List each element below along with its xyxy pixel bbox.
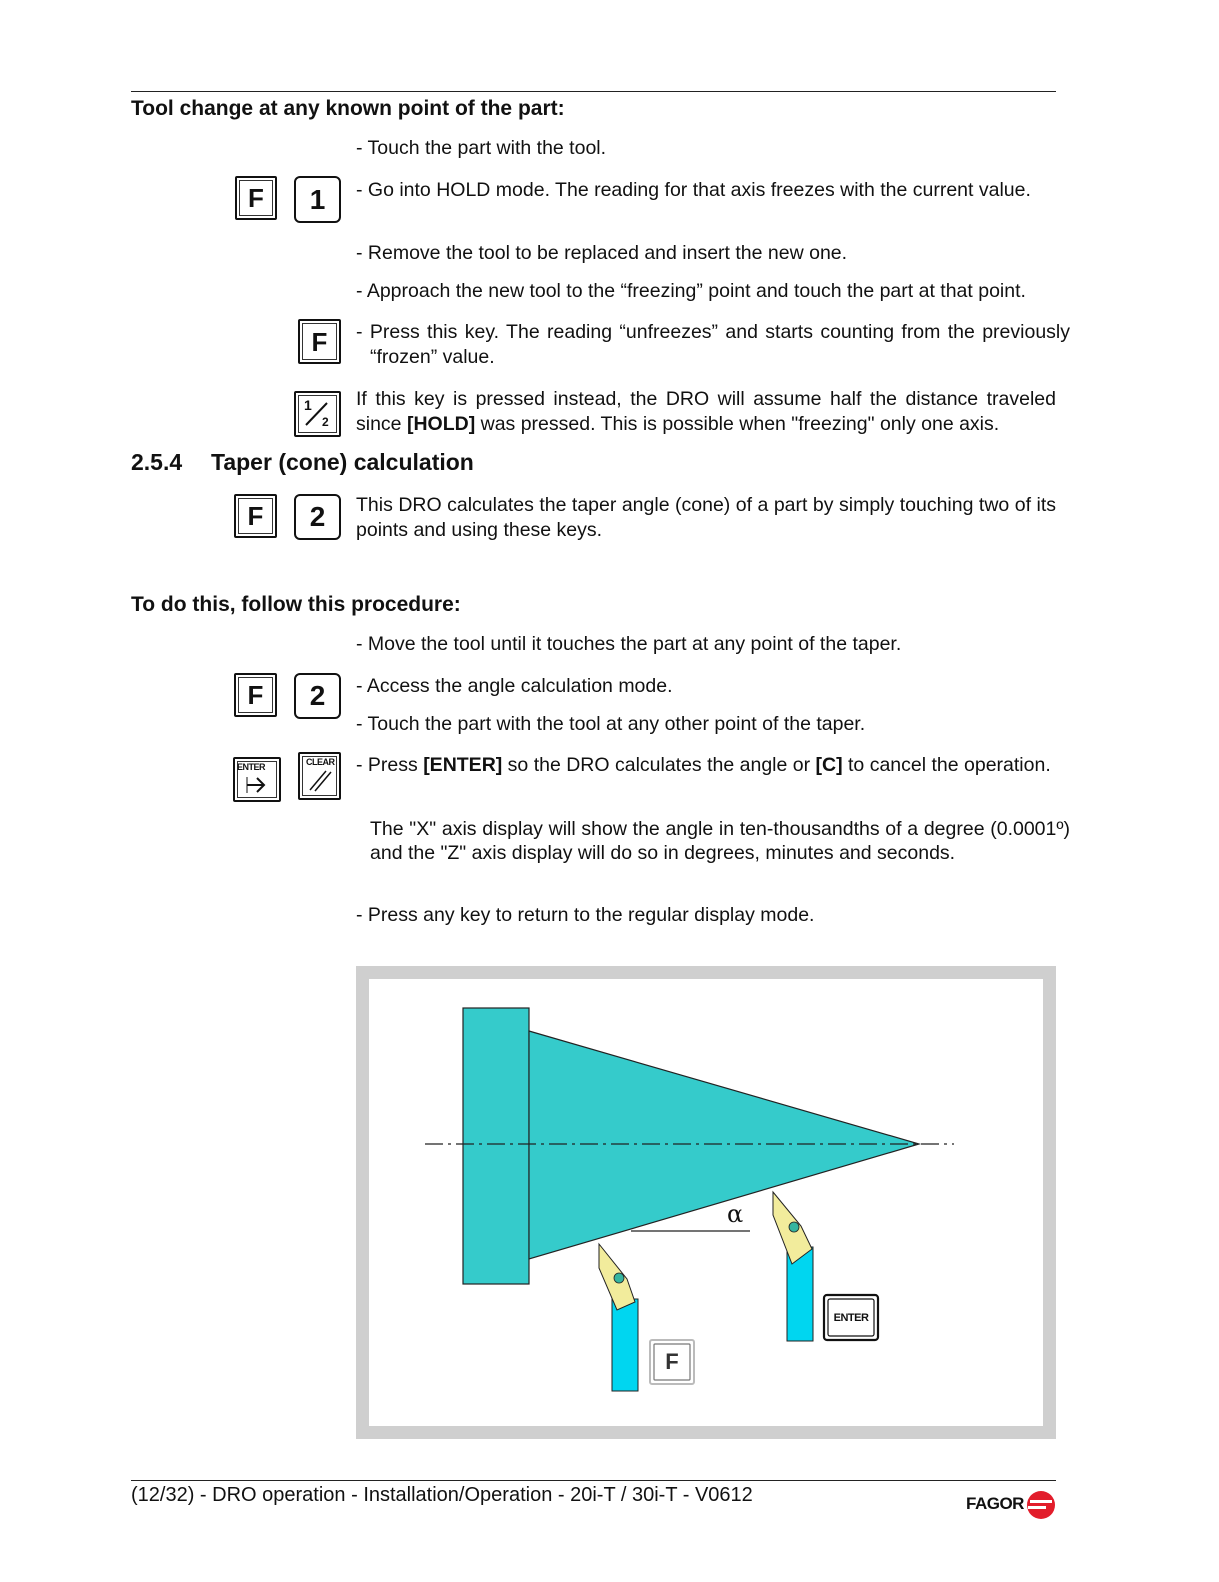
left-insert-screw-icon	[614, 1273, 624, 1283]
step4-text-2: so the DRO calculates the angle or	[502, 754, 816, 776]
f-key: F	[298, 319, 341, 364]
note-text-2: was pressed. This is possible when "freezing" only one axis.	[475, 413, 1000, 435]
left-tool-shank	[612, 1299, 638, 1391]
step-remove-tool: - Remove the tool to be replaced and insert the new one.	[356, 242, 848, 264]
procedure-step-touch-again: - Touch the part with the tool at any other point of the taper.	[356, 713, 866, 735]
fagor-logo-icon	[1026, 1490, 1056, 1520]
section-title: Taper (cone) calculation	[211, 449, 474, 475]
footer-rule	[131, 1480, 1056, 1481]
clear-key	[298, 752, 341, 800]
section-heading-taper	[131, 449, 474, 476]
taper-figure-canvas	[369, 979, 1043, 1426]
note-hold-key: [HOLD]	[406, 413, 476, 435]
taper-cone	[529, 1031, 919, 1259]
procedure-step-access-angle: - Access the angle calculation mode.	[356, 675, 673, 697]
taper-figure-frame	[356, 966, 1056, 1439]
two-key: 2	[294, 494, 341, 540]
fagor-logo-text: FAGOR	[966, 1494, 1024, 1513]
clear-slashes-icon	[300, 754, 339, 798]
taper-intro: This DRO calculates the taper angle (cone) of a part by simply touching two of its points and using these keys.	[356, 494, 1056, 541]
step4-enter-key: [ENTER]	[423, 754, 503, 776]
step-approach-tool: - Approach the new tool to the “freezing” point and touch the part at that point.	[356, 280, 1026, 302]
f-key: F	[234, 673, 277, 717]
half-icon	[296, 393, 339, 435]
step4-text-1: - Press	[356, 754, 424, 776]
step4-text-3: to cancel the operation.	[842, 754, 1051, 776]
enter-key-label: ENTER	[237, 762, 266, 772]
enter-arrow-icon	[235, 759, 279, 800]
clear-key-label: CLEAR	[306, 757, 335, 767]
step-press-f: - Press this key. The reading “unfreezes” and starts counting from the previously “frozen” value.	[356, 321, 1070, 368]
figure-f-key-label: F	[665, 1349, 679, 1374]
angle-alpha-label: α	[727, 1200, 744, 1228]
step-touch-part: - Touch the part with the tool.	[356, 137, 607, 159]
one-key: 1	[294, 176, 341, 223]
right-insert-screw-icon	[789, 1222, 799, 1232]
f-key: F	[235, 176, 277, 220]
note-text-1: If this key is pressed instead, the DRO will assume half the distance traveled since	[356, 388, 1056, 435]
top-rule	[131, 91, 1056, 92]
procedure-display-note: The "X" axis display will show the angle in ten-thousandths of a degree (0.0001º) and the "Z" axis display will do so in degrees, minutes and seconds.	[370, 818, 1070, 864]
procedure-step-move-tool: - Move the tool until it touches the part at any point of the taper.	[356, 633, 902, 655]
taper-diagram	[369, 979, 1043, 1426]
section-number: 2.5.4	[131, 449, 183, 475]
footer-text: (12/32) - DRO operation - Installation/Operation - 20i-T / 30i-T - V0612	[131, 1484, 753, 1506]
procedure-heading: To do this, follow this procedure:	[131, 593, 461, 616]
enter-key	[233, 757, 281, 802]
half-key-numerator: 1	[304, 397, 312, 413]
f-key: F	[234, 494, 277, 538]
half-key-denominator: 2	[322, 415, 329, 429]
two-key: 2	[294, 673, 341, 719]
procedure-step-return: - Press any key to return to the regular display mode.	[356, 904, 815, 926]
half-key	[294, 391, 341, 437]
fagor-logo	[966, 1490, 1058, 1522]
procedure-step-press-enter	[356, 753, 1070, 778]
figure-enter-key-label: ENTER	[833, 1312, 869, 1324]
section-heading-tool-change: Tool change at any known point of the part:	[131, 97, 565, 120]
part-base-block	[463, 1008, 529, 1284]
step-hold-mode: - Go into HOLD mode. The reading for that axis freezes with the current value.	[356, 179, 1031, 201]
note-half-key	[356, 387, 1056, 437]
step4-c-key: [C]	[815, 754, 843, 776]
